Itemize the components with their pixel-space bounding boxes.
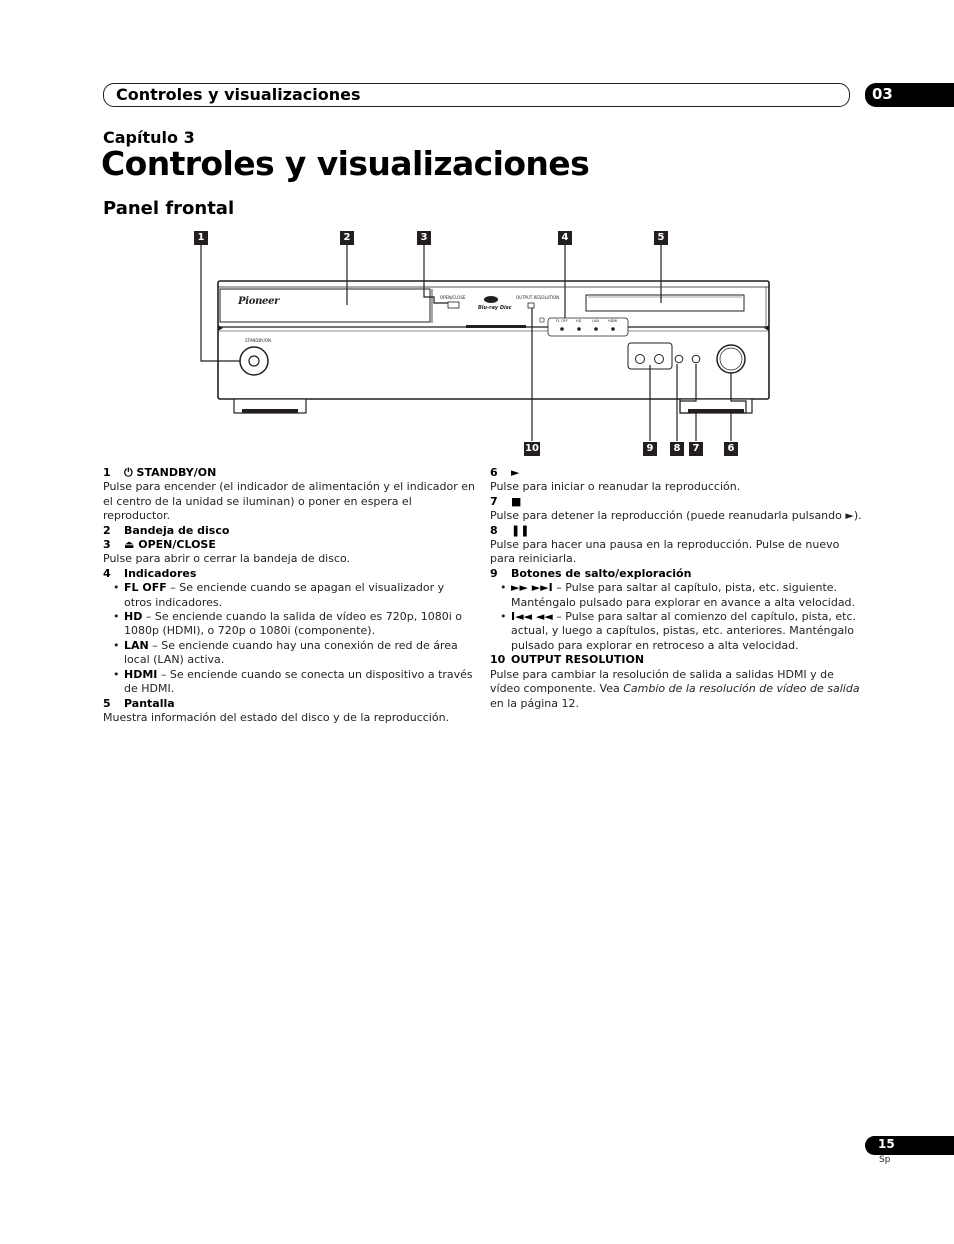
callout-8: 8	[670, 442, 684, 456]
item-8-heading: 8 ❚❚	[490, 523, 530, 537]
callout-5: 5	[654, 231, 668, 245]
section-title: Panel frontal	[103, 198, 235, 219]
skip-forward-bullet: • ►► ►►I – Pulse para saltar al capítulo, pista, etc. siguiente. Manténgalo pulsado para explorar en avance a alta velocidad.	[490, 581, 862, 610]
running-header	[103, 83, 850, 107]
play-icon: ►	[511, 466, 520, 479]
skip-forward-icon: ►► ►►I	[511, 581, 553, 595]
label-output-resolution: OUTPUT RESOLUTION	[516, 295, 560, 300]
front-panel-figure	[190, 225, 790, 465]
indicator-bullet-hdmi: • HDMI – Se enciende cuando se conecta un dispositivo a través de HDMI.	[103, 668, 475, 697]
callout-6: 6	[724, 442, 738, 456]
label-standby: STANDBY/ON	[245, 338, 271, 343]
item-7-description: Pulse para detener la reproducción (puede reanudarla pulsando ►).	[490, 509, 862, 523]
right-column	[490, 466, 862, 711]
page-number-tab	[865, 1136, 954, 1155]
item-3-heading: 3 ⏏ OPEN/CLOSE	[103, 538, 216, 552]
item-1-heading: 1 ⏻ STANDBY/ON	[103, 466, 217, 479]
item-3-description: Pulse para abrir o cerrar la bandeja de disco.	[103, 552, 351, 566]
left-column	[103, 466, 475, 725]
label-open-close: OPEN/CLOSE	[440, 295, 466, 300]
stop-icon: ■	[511, 494, 522, 508]
language-code: Sp	[879, 1155, 891, 1165]
callout-9: 9	[643, 442, 657, 456]
item-7-heading: 7 ■	[490, 494, 522, 508]
chapter-number: 03	[872, 85, 893, 103]
item-5-description: Muestra información del estado del disco y de la reproducción.	[103, 710, 450, 724]
callout-2: 2	[340, 231, 354, 245]
chapter-tab	[865, 83, 954, 107]
skip-back-bullet: • I◄◄ ◄◄ – Pulse para saltar al comienzo del capítulo, pista, etc. actual, y luego a capítulos, pistas, etc. anteriores. Manténgalo pulsado para explorar en retroceso a alta velocidad.	[490, 610, 862, 653]
item-9-heading: 9 Botones de salto/exploración	[490, 566, 692, 580]
front-panel-drawing	[190, 225, 790, 465]
chapter-label: Capítulo 3	[103, 128, 195, 147]
indicator-bullet-lan: • LAN – Se enciende cuando hay una conexión de red de área local (LAN) activa.	[103, 639, 475, 668]
item-2-heading: 2 Bandeja de disco	[103, 523, 230, 537]
pause-icon: ❚❚	[511, 523, 530, 537]
callout-10: 10	[525, 443, 539, 454]
eject-icon: ⏏	[124, 538, 139, 552]
indicator-bullet-fl-off: • FL OFF – Se enciende cuando se apagan el visualizador y otros indicadores.	[103, 581, 475, 610]
running-header-title: Controles y visualizaciones	[116, 85, 361, 104]
callout-4: 4	[558, 231, 572, 245]
item-10-description: Pulse para cambiar la resolución de salida a salidas HDMI y de vídeo componente. Vea Cambio de la resolución de vídeo de salida en la página 12.	[490, 667, 860, 710]
indicator-bullet-hd: • HD – Se enciende cuando la salida de vídeo es 720p, 1080i o 1080p (HDMI), o 720p o 1080i (componente).	[103, 610, 475, 639]
item-4-heading: 4 Indicadores	[103, 566, 197, 580]
item-1-description: Pulse para encender (el indicador de alimentación y el indicador en el centro de la unidad se iluminan) o poner en espera el reproductor.	[103, 480, 476, 523]
item-6-heading: 6 ►	[490, 466, 520, 479]
bluray-disc-icon	[484, 296, 498, 303]
bluray-logo: Blu-ray Disc	[478, 305, 512, 311]
callout-3: 3	[417, 231, 431, 245]
label-lan: LAN	[592, 319, 600, 323]
callout-1: 1	[194, 231, 208, 245]
label-hd: HD	[576, 319, 582, 323]
page-number: 15	[878, 1137, 895, 1151]
label-fl-off: FL OFF	[556, 319, 568, 323]
page-title: Controles y visualizaciones	[101, 144, 590, 183]
power-icon: ⏻	[124, 466, 137, 479]
item-8-description: Pulse para hacer una pausa en la reproducción. Pulse de nuevo para reiniciarla.	[490, 538, 840, 566]
item-6-description: Pulse para iniciar o reanudar la reproducción.	[490, 480, 741, 494]
item-10-heading: 10 OUTPUT RESOLUTION	[490, 653, 645, 667]
brand-logo: Pioneer	[238, 296, 280, 307]
cross-reference-link[interactable]: Cambio de la resolución de vídeo de salida	[623, 682, 860, 696]
item-5-heading: 5 Pantalla	[103, 696, 175, 710]
label-hdmi: HDMI	[608, 319, 618, 323]
callout-7: 7	[689, 442, 703, 456]
skip-back-icon: I◄◄ ◄◄	[511, 610, 553, 624]
